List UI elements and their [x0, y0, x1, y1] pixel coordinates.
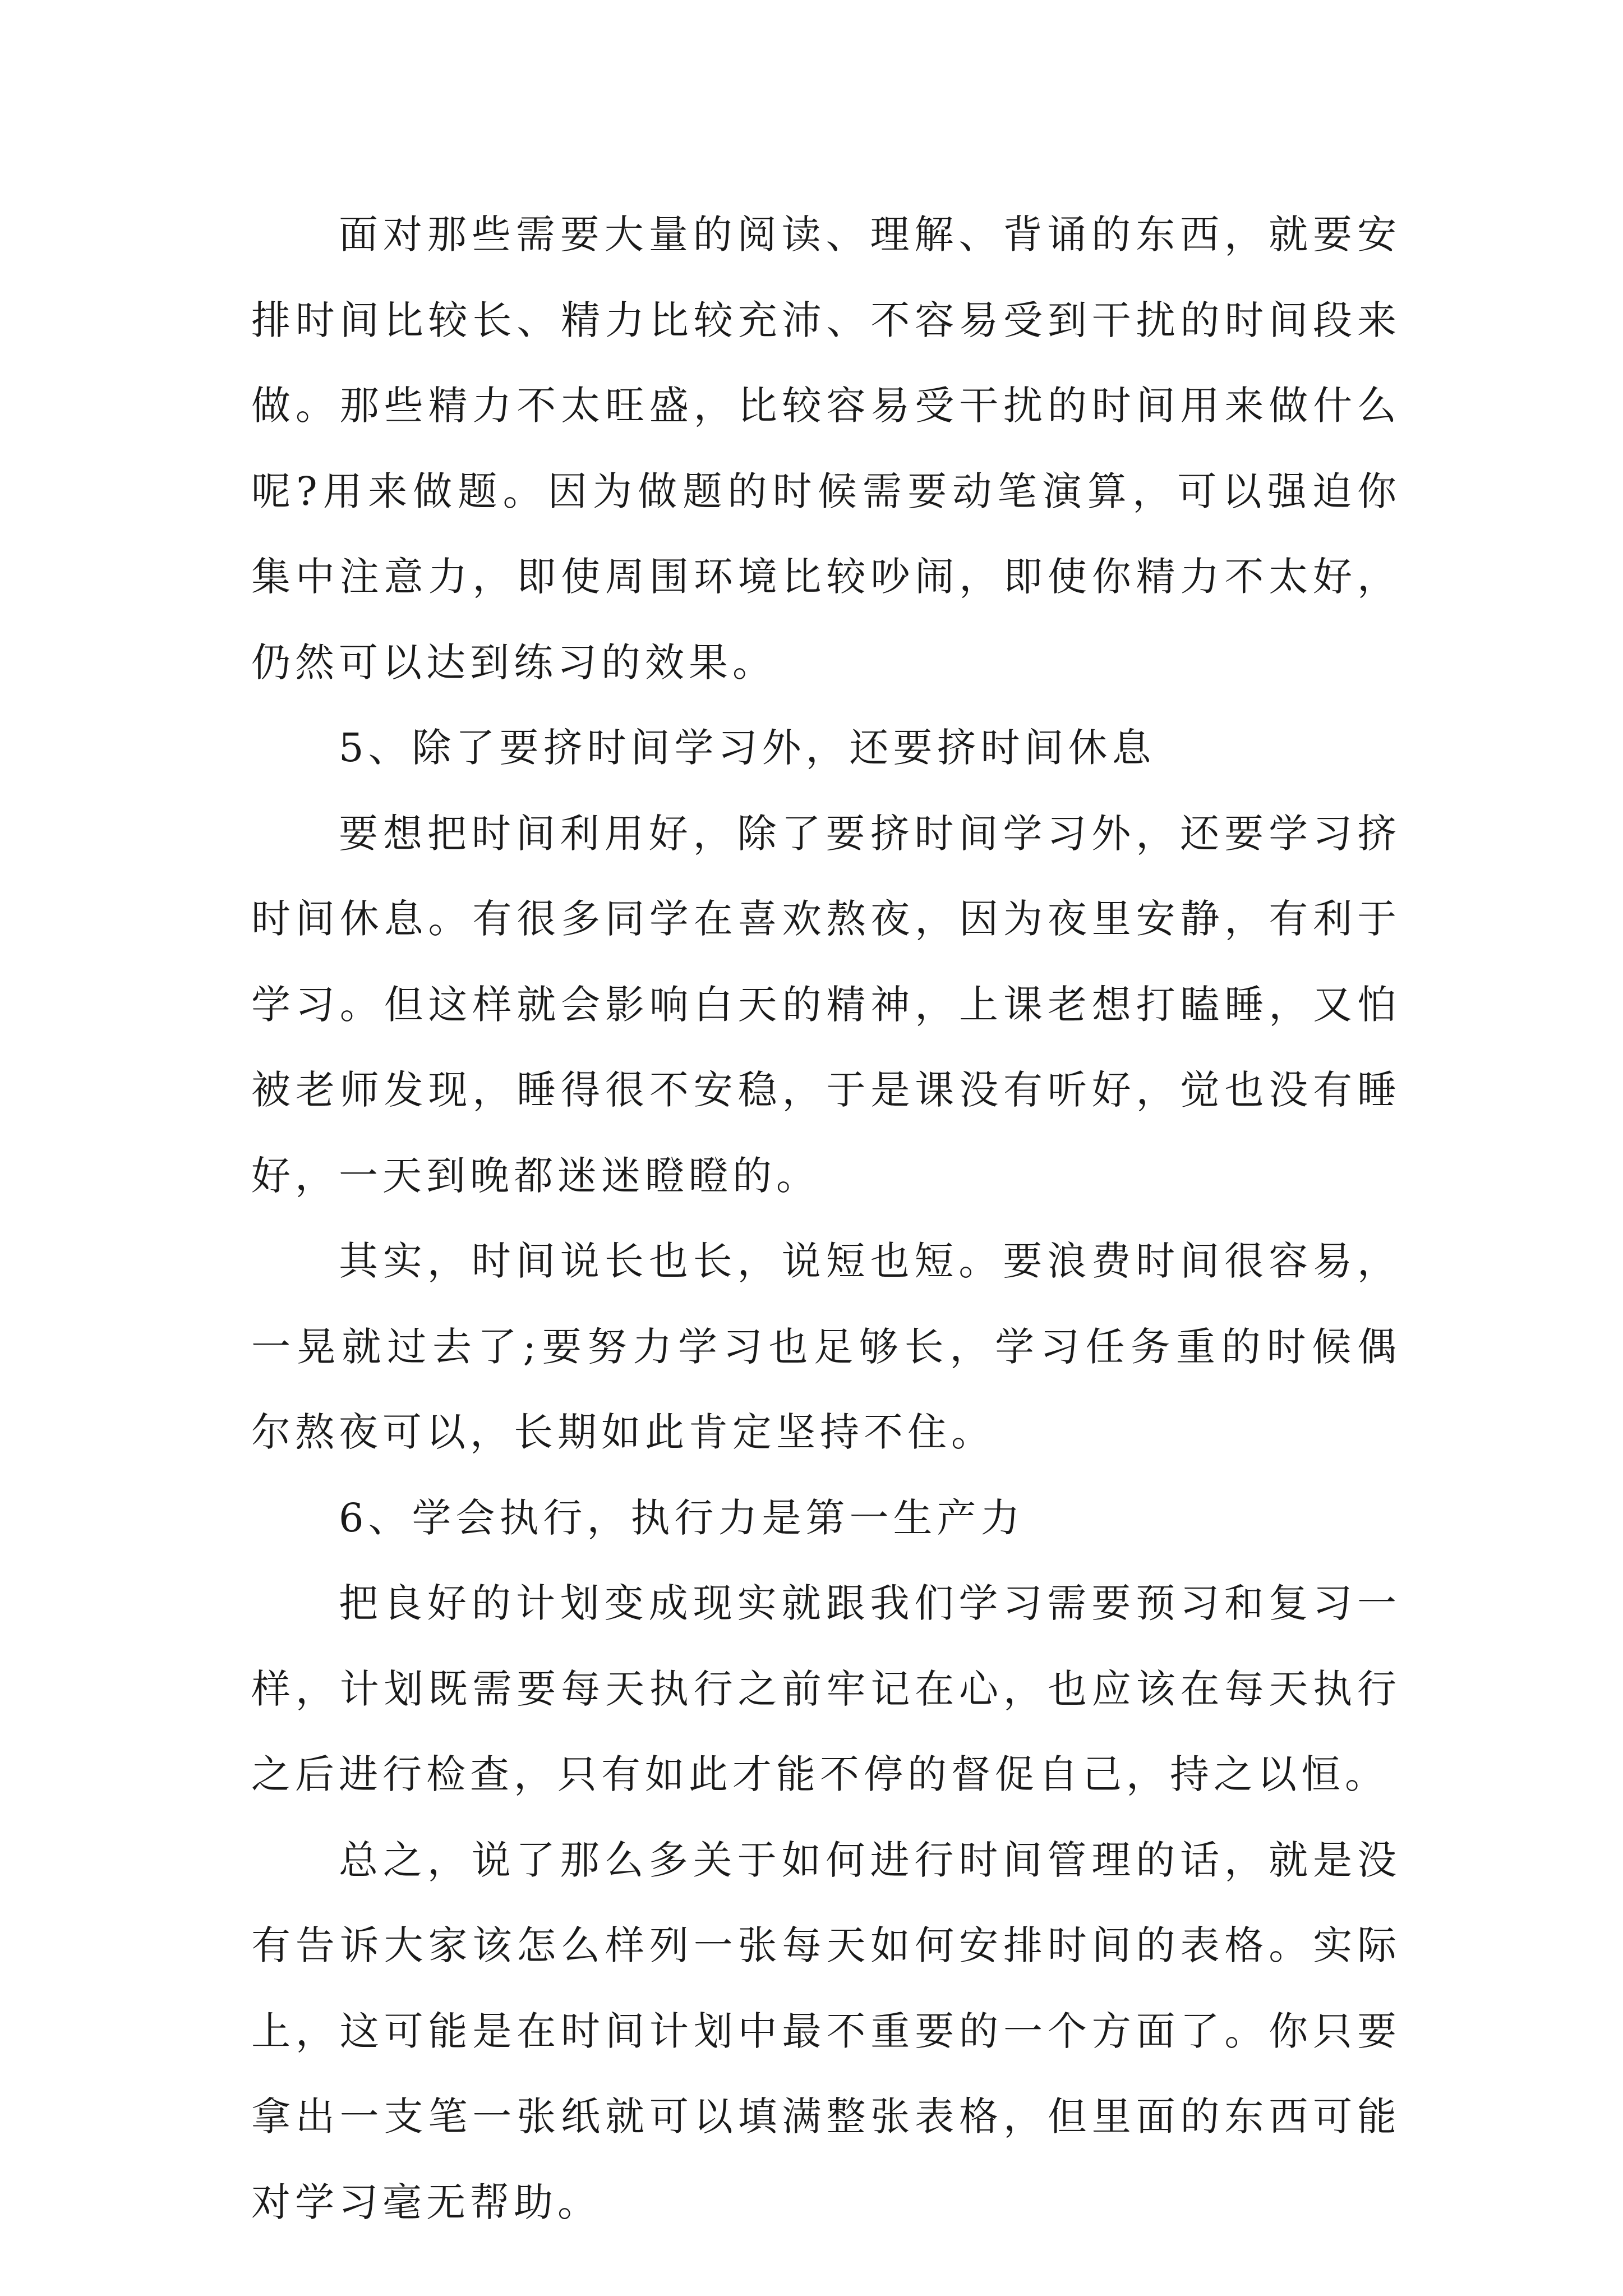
- document-body: [251, 192, 1401, 2245]
- paragraph: 面对那些需要大量的阅读、理解、背诵的东西，就要安排时间比较长、精力比较充沛、不容易受到干扰的时间段来做。那些精力不太旺盛，比较容易受干扰的时间用来做什么呢?用来做题。因为做题的时候需要动笔演算，可以强迫你集中注意力，即使周围环境比较吵闹，即使你精力不太好，仍然可以达到练习的效果。: [251, 211, 1401, 685]
- paragraph: 把良好的计划变成现实就跟我们学习需要预习和复习一样，计划既需要每天执行之前牢记在心，也应该在每天执行之后进行检查，只有如此才能不停的督促自己，持之以恒。: [251, 1580, 1401, 1797]
- paragraph: 其实，时间说长也长，说短也短。要浪费时间很容易，一晃就过去了;要努力学习也足够长，学习任务重的时候偶尔熬夜可以，长期如此肯定坚持不住。: [251, 1238, 1401, 1455]
- section-heading: 5、除了要挤时间学习外，还要挤时间休息: [339, 725, 1156, 771]
- section-heading: 6、学会执行，执行力是第一生产力: [339, 1494, 1025, 1541]
- paragraph: 总之，说了那么多关于如何进行时间管理的话，就是没有告诉大家该怎么样列一张每天如何安排时间的表格。实际上，这可能是在时间计划中最不重要的一个方面了。你只要拿出一支笔一张纸就可以填满整张表格，但里面的东西可能对学习毫无帮助。: [251, 1837, 1401, 2225]
- paragraph: 要想把时间利用好，除了要挤时间学习外，还要学习挤时间休息。有很多同学在喜欢熬夜，因为夜里安静，有利于学习。但这样就会影响白天的精神，上课老想打瞌睡，又怕被老师发现，睡得很不安稳，于是课没有听好，觉也没有睡好，一天到晚都迷迷瞪瞪的。: [251, 810, 1401, 1199]
